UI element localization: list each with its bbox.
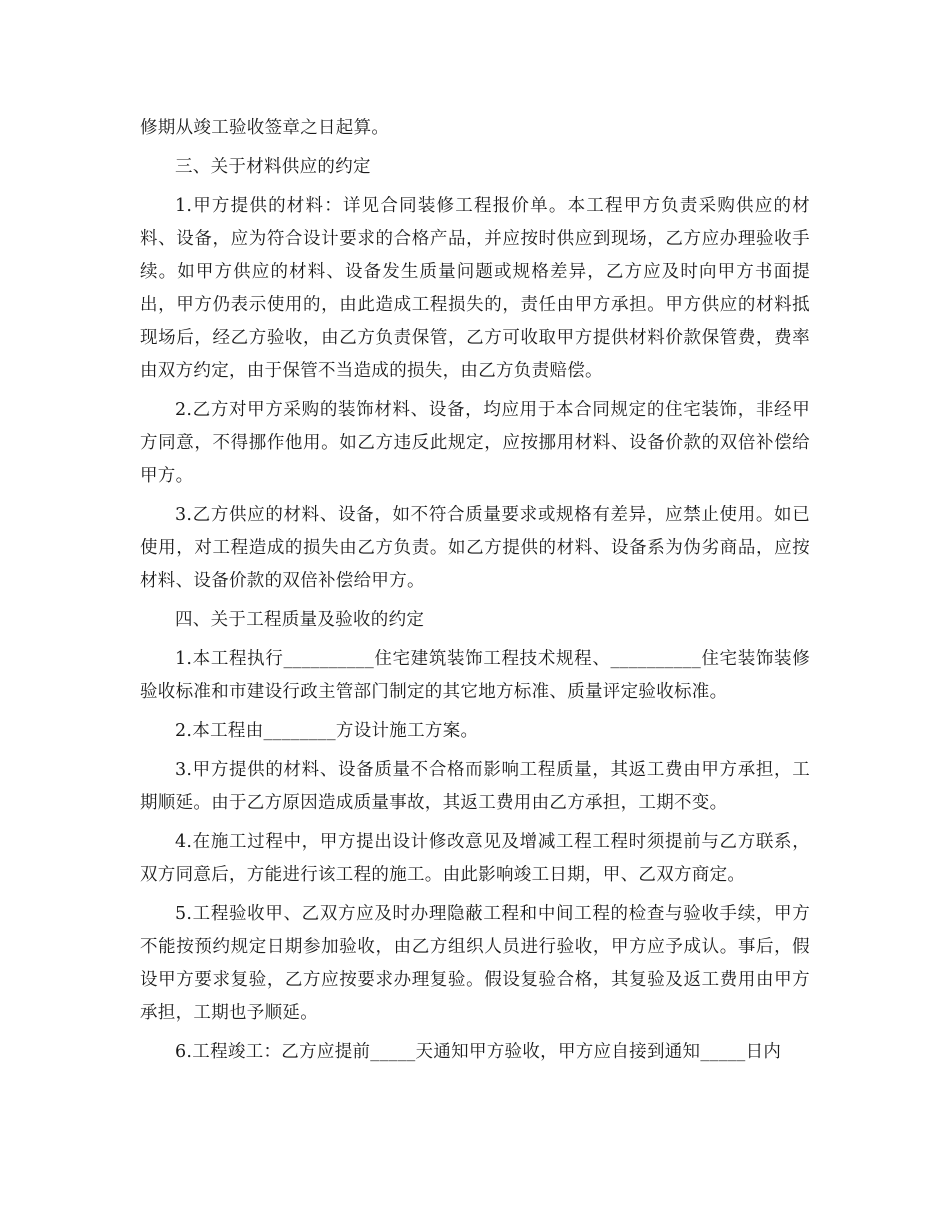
clause-quality-3: 3.甲方提供的材料、设备质量不合格而影响工程质量，其返工费由甲方承担，工期顺延。由于乙方原因造成质量事故，其返工费用由乙方承担，工期不变。: [140, 760, 810, 813]
clause-quality-4: 4.在施工过程中，甲方提出设计修改意见及增减工程工程时须提前与乙方联系，双方同意后，方能进行该工程的施工。由此影响竣工日期，甲、乙双方商定。: [140, 832, 810, 885]
clause-quality-1: 1.本工程执行__________住宅建筑装饰工程技术规程、__________住宅装饰装修验收标准和市建设行政主管部门制定的其它地方标准、质量评定验收标准。: [140, 649, 810, 702]
clause-quality-6: 6.工程竣工：乙方应提前_____天通知甲方验收，甲方应自接到通知_____日内: [175, 1042, 782, 1062]
section-heading-quality: 四、关于工程质量及验收的约定: [175, 610, 425, 630]
document-body: [140, 112, 810, 1075]
clause-materials-3: 3.乙方供应的材料、设备，如不符合质量要求或规格有差异，应禁止使用。如已使用，对工程造成的损失由乙方负责。如乙方提供的材料、设备系为伪劣商品，应按材料、设备价款的双倍补偿给甲方。: [140, 505, 810, 591]
section-heading-materials: 三、关于材料供应的约定: [175, 157, 371, 177]
clause-materials-1: 1.甲方提供的材料：详见合同装修工程报价单。本工程甲方负责采购供应的材料、设备，应为符合设计要求的合格产品，并应按时供应到现场，乙方应办理验收手续。如甲方供应的材料、设备发生质量问题或规格差异，乙方应及时向甲方书面提出，甲方仍表示使用的，由此造成工程损失的，责任由甲方承担。甲方供应的材料抵现场后，经乙方验收，由乙方负责保管，乙方可收取甲方提供材料价款保管费，费率由双方约定，由于保管不当造成的损失，由乙方负责赔偿。: [140, 196, 810, 381]
clause-quality-5: 5.工程验收甲、乙双方应及时办理隐蔽工程和中间工程的检查与验收手续，甲方不能按预约规定日期参加验收，由乙方组织人员进行验收，甲方应予成认。事后，假设甲方要求复验，乙方应按要求办理复验。假设复验合格，其复验及返工费用由甲方承担，工期也予顺延。: [140, 904, 810, 1023]
clause-materials-2: 2.乙方对甲方采购的装饰材料、设备，均应用于本合同规定的住宅装饰，非经甲方同意，不得挪作他用。如乙方违反此规定，应按挪用材料、设备价款的双倍补偿给甲方。: [140, 400, 810, 486]
clause-quality-2: 2.本工程由________方设计施工方案。: [175, 721, 479, 741]
paragraph-warranty-start: 修期从竣工验收签章之日起算。: [140, 118, 390, 138]
